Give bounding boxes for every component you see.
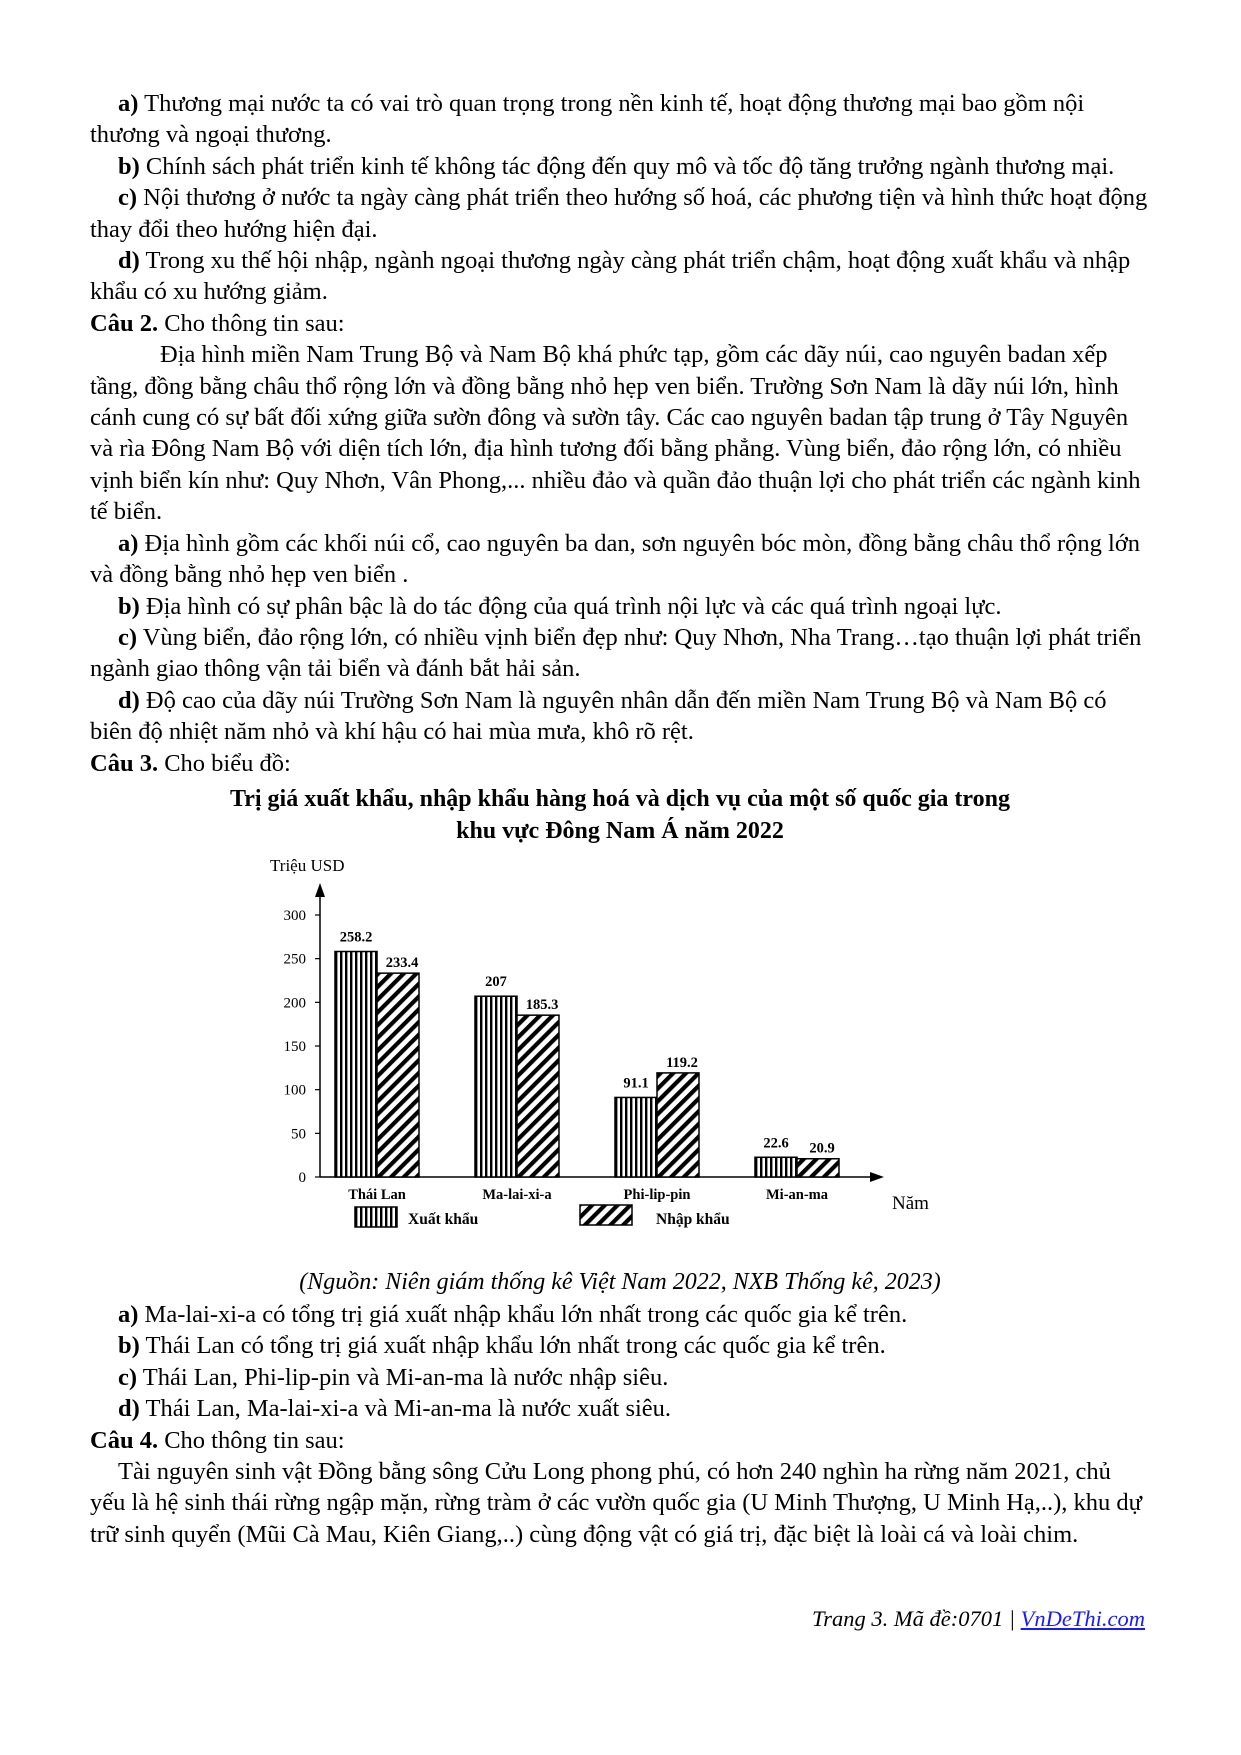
q1-option-a: a) Thương mại nước ta có vai trò quan trọng trong nền kinh tế, hoạt động thương mại bao gồm nội thương và ngoại thương. [90,90,1085,149]
y-tick-label: 100 [283,1082,306,1099]
bar-value-label: 207 [485,974,507,991]
chart-title-line-1: Trị giá xuất khẩu, nhập khẩu hàng hoá và dịch vụ của một số quốc gia trong [230,785,1010,812]
bar-chart-svg [90,847,1150,1267]
page-footer [812,1606,1145,1632]
q2-option-a: a) Địa hình gồm các khối núi cổ, cao nguyên ba dan, sơn nguyên bóc mòn, đồng bằng châu thổ rộng lớn và đồng bằng nhỏ hẹp ven biển . [90,529,1141,589]
bar-export [475,996,517,1177]
chart-title [90,783,1150,847]
q1-option-c: c) Nội thương ở nước ta ngày càng phát triển theo hướng số hoá, các phương tiện và hình thức hoạt động thay đổi theo hướng hiện đại. [90,184,1148,243]
y-tick-label: 150 [283,1038,306,1055]
bar-value-label: 233.4 [385,955,419,972]
q3-option-c: c) Thái Lan, Phi-lip-pin và Mi-an-ma là nước nhập siêu. [118,1363,669,1391]
y-tick-label: 200 [283,995,306,1012]
bar-value-label: 185.3 [525,997,559,1014]
x-category-label: Ma-lai-xi-a [482,1186,552,1203]
y-tick-label: 250 [283,951,306,968]
x-category-label: Phi-lip-pin [623,1186,691,1203]
bar-chart [90,847,1150,1267]
x-category-label: Mi-an-ma [765,1186,829,1203]
q2-option-b: b) Địa hình có sự phân bậc là do tác động của quá trình nội lực và các quá trình ngoại lực. [118,592,1002,620]
bar-export [755,1157,797,1177]
q3-option-b: b) Thái Lan có tổng trị giá xuất nhập khẩu lớn nhất trong các quốc gia kể trên. [118,1332,886,1360]
y-tick-label: 300 [283,907,306,924]
legend-label-export: Xuất khẩu [408,1210,479,1228]
bar-value-label: 22.6 [763,1135,789,1152]
q1-options [90,88,1150,308]
bar-import [377,973,419,1177]
chart-source: (Nguồn: Niên giám thống kê Việt Nam 2022, NXB Thống kê, 2023) [299,1268,941,1295]
y-axis-arrow [315,883,325,897]
x-axis-arrow [870,1172,884,1182]
q4-passage: Tài nguyên sinh vật Đồng bằng sông Cửu Long phong phú, có hơn 240 nghìn ha rừng năm 2021, chủ yếu là hệ sinh thái rừng ngập mặn, rừng tràm ở các vườn quốc gia (U Minh Thượng, U Minh Hạ,..), khu dự trữ sinh quyển (Mũi Cà Mau, Kiên Giang,..) cùng động vật có giá trị, đặc biệt là loài cá và loài chim. [90,1457,1142,1548]
bar-import [797,1159,839,1177]
legend-swatch-import [580,1205,632,1225]
legend-swatch-export [355,1207,397,1227]
q3-option-d: d) Thái Lan, Ma-lai-xi-a và Mi-an-ma là nước xuất siêu. [118,1395,672,1423]
bar-export [615,1097,657,1177]
q4-heading: Câu 4. Cho thông tin sau: [90,1426,345,1454]
bar-value-label: 119.2 [666,1054,698,1071]
chart-title-line-2: khu vực Đông Nam Á năm 2022 [456,817,784,844]
x-category-label: Thái Lan [348,1186,406,1203]
q3-heading: Câu 3. Cho biểu đồ: [90,749,291,777]
bar-value-label: 20.9 [809,1140,835,1157]
legend-label-import: Nhập khẩu [656,1210,730,1228]
y-axis-label: Triệu USD [270,855,345,875]
q2-heading: Câu 2. Cho thông tin sau: [90,309,345,337]
footer-page-code: Trang 3. Mã đề:0701 | [811,1606,1016,1631]
q2-option-c: c) Vùng biển, đảo rộng lớn, có nhiều vịnh biển đẹp như: Quy Nhơn, Nha Trang…tạo thuận lợi phát triển ngành giao thông vận tải biển và đánh bắt hải sản. [90,623,1142,683]
y-tick-label: 50 [291,1126,306,1143]
q1-option-b: b) Chính sách phát triển kinh tế không tác động đến quy mô và tốc độ tăng trưởng ngành thương mại. [118,152,1115,180]
x-axis-label: Năm [892,1192,929,1214]
q2-option-d: d) Độ cao của dãy núi Trường Sơn Nam là nguyên nhân dẫn đến miền Nam Trung Bộ và Nam Bộ có biên độ nhiệt năm nhỏ và khí hậu có hai mùa mưa, khô rõ rệt. [90,686,1107,746]
bar-import [657,1073,699,1177]
bar-export [335,951,377,1176]
y-tick-label: 0 [298,1169,306,1186]
q1-option-d: d) Trong xu thế hội nhập, ngành ngoại thương ngày càng phát triển chậm, hoạt động xuất khẩu và nhập khẩu có xu hướng giảm. [90,247,1131,306]
footer-site-link[interactable]: VnDeThi.com [1020,1606,1145,1631]
q3-option-a: a) Ma-lai-xi-a có tổng trị giá xuất nhập khẩu lớn nhất trong các quốc gia kể trên. [118,1300,908,1328]
q2-passage: Địa hình miền Nam Trung Bộ và Nam Bộ khá phức tạp, gồm các dãy núi, cao nguyên badan xếp tầng, đồng bằng châu thổ rộng lớn và đồng bằng nhỏ hẹp ven biển. Trường Sơn Nam là dãy núi lớn, hình cánh cung có sự bất đối xứng giữa sườn đông và sườn tây. Các cao nguyên badan tập trung ở Tây Nguyên và rìa Đông Nam Bộ với diện tích lớn, địa hình tương đối bằng phẳng. Vùng biển, đảo rộng lớn, có nhiều vịnh biển kín như: Quy Nhơn, Vân Phong,... nhiều đảo và quần đảo thuận lợi cho phát triển các ngành kinh tế biển. [90,341,1141,526]
bar-value-label: 91.1 [623,1075,649,1092]
bar-import [517,1015,559,1177]
bar-value-label: 258.2 [339,929,373,946]
exam-page [90,88,1150,1550]
